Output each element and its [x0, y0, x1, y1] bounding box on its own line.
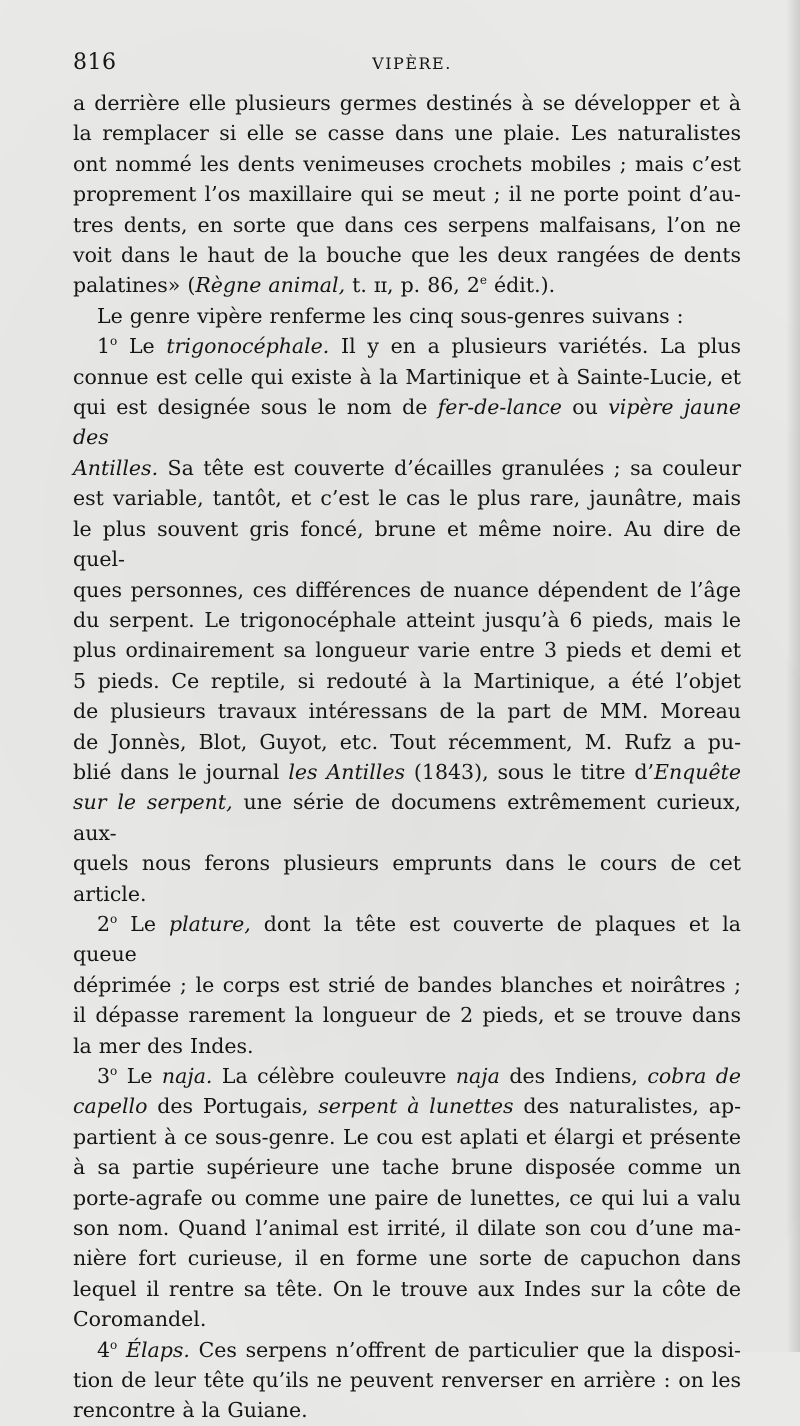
text-run: blié dans le journal — [73, 759, 289, 784]
text-line — [73, 1213, 741, 1243]
text-line — [73, 970, 741, 1000]
page-header — [73, 50, 741, 82]
text-run: 4 — [97, 1337, 111, 1362]
text-run: plus ordinairement sa longueur varie entre 3 pieds et demi et — [73, 638, 741, 663]
text-run: connue est celle qui existe à la Martinique et à Sainte-Lucie, et — [73, 364, 741, 389]
superscript: o — [110, 912, 118, 927]
text-run: son nom. Quand l’animal est irrité, il dilate son cou d’une ma- — [73, 1216, 741, 1241]
running-title: VIPÈRE. — [372, 54, 452, 73]
text-run: ont nommé les dents venimeuses crochets mobiles ; mais c’est — [73, 151, 741, 176]
text-run: partient à ce sous-genre. Le cou est aplati et élargi et présente — [73, 1124, 741, 1149]
text-line — [73, 1395, 741, 1425]
text-line — [73, 909, 741, 970]
text-run: déprimée ; le corps est strié de bandes blanches et noirâtres ; — [73, 972, 741, 997]
text-line — [73, 392, 741, 453]
text-run: Le — [117, 334, 167, 359]
italic-text: fer-de-lance — [437, 395, 562, 420]
text-line — [73, 1243, 741, 1273]
text-run: Le genre vipère renferme les cinq sous-genres suivans : — [97, 303, 684, 328]
text-line — [73, 879, 741, 909]
text-line — [73, 88, 741, 118]
italic-text: Antilles. — [73, 455, 159, 480]
text-line — [73, 575, 741, 605]
text-line — [73, 1000, 741, 1030]
text-line — [73, 727, 741, 757]
superscript: o — [110, 1337, 118, 1352]
body-text — [73, 88, 741, 1426]
text-run: porte-agrafe ou comme une paire de lunettes, ce qui lui a valu — [73, 1185, 741, 1210]
text-line — [73, 1335, 741, 1365]
text-line — [73, 666, 741, 696]
text-line — [73, 453, 741, 483]
italic-text: trigonocéphale. — [166, 334, 330, 359]
text-run: t. — [345, 273, 374, 298]
text-run: 1 — [97, 334, 111, 359]
text-line — [73, 118, 741, 148]
text-run: il dépasse rarement la longueur de 2 pieds, et se trouve dans — [73, 1003, 741, 1028]
italic-text: cobra de — [647, 1064, 742, 1088]
text-run: palatines» ( — [73, 273, 196, 298]
italic-text: Règne animal, — [195, 273, 346, 298]
text-run: tion de leur tête qu’ils ne peuvent renverser en arrière : on les — [73, 1368, 741, 1393]
text-run: proprement l’os maxillaire qui se meut ; il ne porte point d’au- — [73, 182, 741, 207]
text-run: 2 — [97, 911, 111, 936]
text-line — [73, 362, 741, 392]
text-run: à sa partie supérieure une tache brune disposée comme un — [73, 1155, 741, 1180]
text-line — [73, 696, 741, 726]
text-line — [73, 331, 741, 361]
italic-text: naja — [455, 1064, 500, 1088]
text-run: tres dents, en sorte que dans ces serpens malfaisans, l’on ne — [73, 212, 741, 237]
text-line — [73, 301, 741, 331]
italic-text: sur le serpent, — [73, 790, 233, 815]
text-line — [73, 210, 741, 240]
text-run: la mer des Indes. — [73, 1033, 254, 1058]
text-run: quels nous ferons plusieurs emprunts dans le cours de cet — [73, 851, 741, 876]
text-run: Ces serpens n’offrent de particulier que la disposi- — [189, 1337, 741, 1362]
text-run: ɪɪ — [373, 273, 388, 298]
italic-text: serpent à lunettes — [318, 1094, 514, 1119]
page-number: 816 — [73, 50, 117, 75]
text-line — [73, 1365, 741, 1395]
italic-text: plature, — [168, 911, 251, 936]
italic-text: Élaps. — [125, 1337, 190, 1362]
text-line — [73, 149, 741, 179]
text-line — [73, 240, 741, 270]
text-run: article. — [73, 881, 147, 906]
text-run: Sa tête est couverte d’écailles granulées ; sa couleur — [158, 455, 741, 480]
text-run: des Portugais, — [147, 1094, 319, 1119]
text-run: une série de documens extrêmement curieux, aux- — [73, 790, 741, 845]
text-run: qui est designée sous le nom de — [73, 395, 438, 420]
text-run: Il y en a plusieurs variétés. La plus — [329, 334, 741, 359]
text-line — [73, 1304, 741, 1334]
page-edge-shadow — [786, 0, 800, 1352]
text-run: Le — [117, 1064, 162, 1088]
text-line — [73, 1061, 741, 1091]
text-run: (1843), sous le titre d’ — [405, 759, 654, 784]
italic-text: vipère jaune des — [73, 395, 741, 450]
italic-text: naja. — [161, 1064, 213, 1088]
italic-text: Enquête — [654, 759, 741, 784]
text-run: de Jonnès, Blot, Guyot, etc. Tout récemment, M. Rufz a pu- — [73, 729, 741, 754]
text-line — [73, 1183, 741, 1213]
text-run: dont la tête est couverte de plaques et la queue — [73, 911, 741, 967]
text-run: la remplacer si elle se casse dans une plaie. Les naturalistes — [73, 121, 741, 146]
text-run: a derrière elle plusieurs germes destinés à se développer et à — [73, 91, 741, 115]
text-run: est variable, tantôt, et c’est le cas le plus rare, jaunâtre, mais — [73, 486, 741, 511]
text-run — [117, 1338, 126, 1362]
text-line — [73, 1122, 741, 1152]
text-line — [73, 514, 741, 575]
text-line — [73, 605, 741, 635]
text-run: rencontre à la Guiane. — [73, 1398, 308, 1423]
text-run: La célèbre couleuvre — [212, 1064, 456, 1088]
text-run: ques personnes, ces différences de nuance dépendent de l’âge — [73, 577, 741, 602]
text-run: ou — [561, 395, 609, 420]
italic-text: les Antilles — [288, 759, 406, 784]
text-line — [73, 1031, 741, 1061]
text-line — [73, 635, 741, 665]
text-run: 3 — [97, 1064, 111, 1088]
text-line — [73, 179, 741, 209]
text-line — [73, 848, 741, 878]
text-run: , p. 86, 2 — [387, 273, 480, 298]
text-line — [73, 270, 741, 300]
text-run: de plusieurs travaux intéressans de la part de MM. Moreau — [73, 699, 741, 724]
text-run: lequel il rentre sa tête. On le trouve aux Indes sur la côte de — [73, 1276, 741, 1301]
text-line — [73, 1152, 741, 1182]
text-run: nière fort curieuse, il en forme une sorte de capuchon dans — [73, 1246, 741, 1271]
text-run: 5 pieds. Ce reptile, si redouté à la Martinique, a été l’objet — [73, 668, 741, 693]
text-run: Le — [117, 911, 169, 936]
text-run: Coromandel. — [73, 1307, 207, 1332]
text-line — [73, 1091, 741, 1121]
italic-text: capello — [73, 1094, 148, 1119]
text-run: des naturalistes, ap- — [513, 1094, 742, 1119]
text-run: édit.). — [487, 273, 556, 298]
text-run: le plus souvent gris foncé, brune et même noire. Au dire de quel- — [73, 516, 741, 572]
superscript: o — [110, 1064, 118, 1079]
text-line — [73, 787, 741, 848]
text-line — [73, 1274, 741, 1304]
text-run: des Indiens, — [499, 1064, 648, 1088]
text-run: du serpent. Le trigonocéphale atteint jusqu’à 6 pieds, mais le — [73, 607, 741, 632]
text-run: voit dans le haut de la bouche que les deux rangées de dents — [73, 243, 741, 268]
text-line — [73, 483, 741, 513]
superscript: e — [479, 273, 487, 288]
text-line — [73, 757, 741, 787]
superscript: o — [110, 334, 118, 349]
